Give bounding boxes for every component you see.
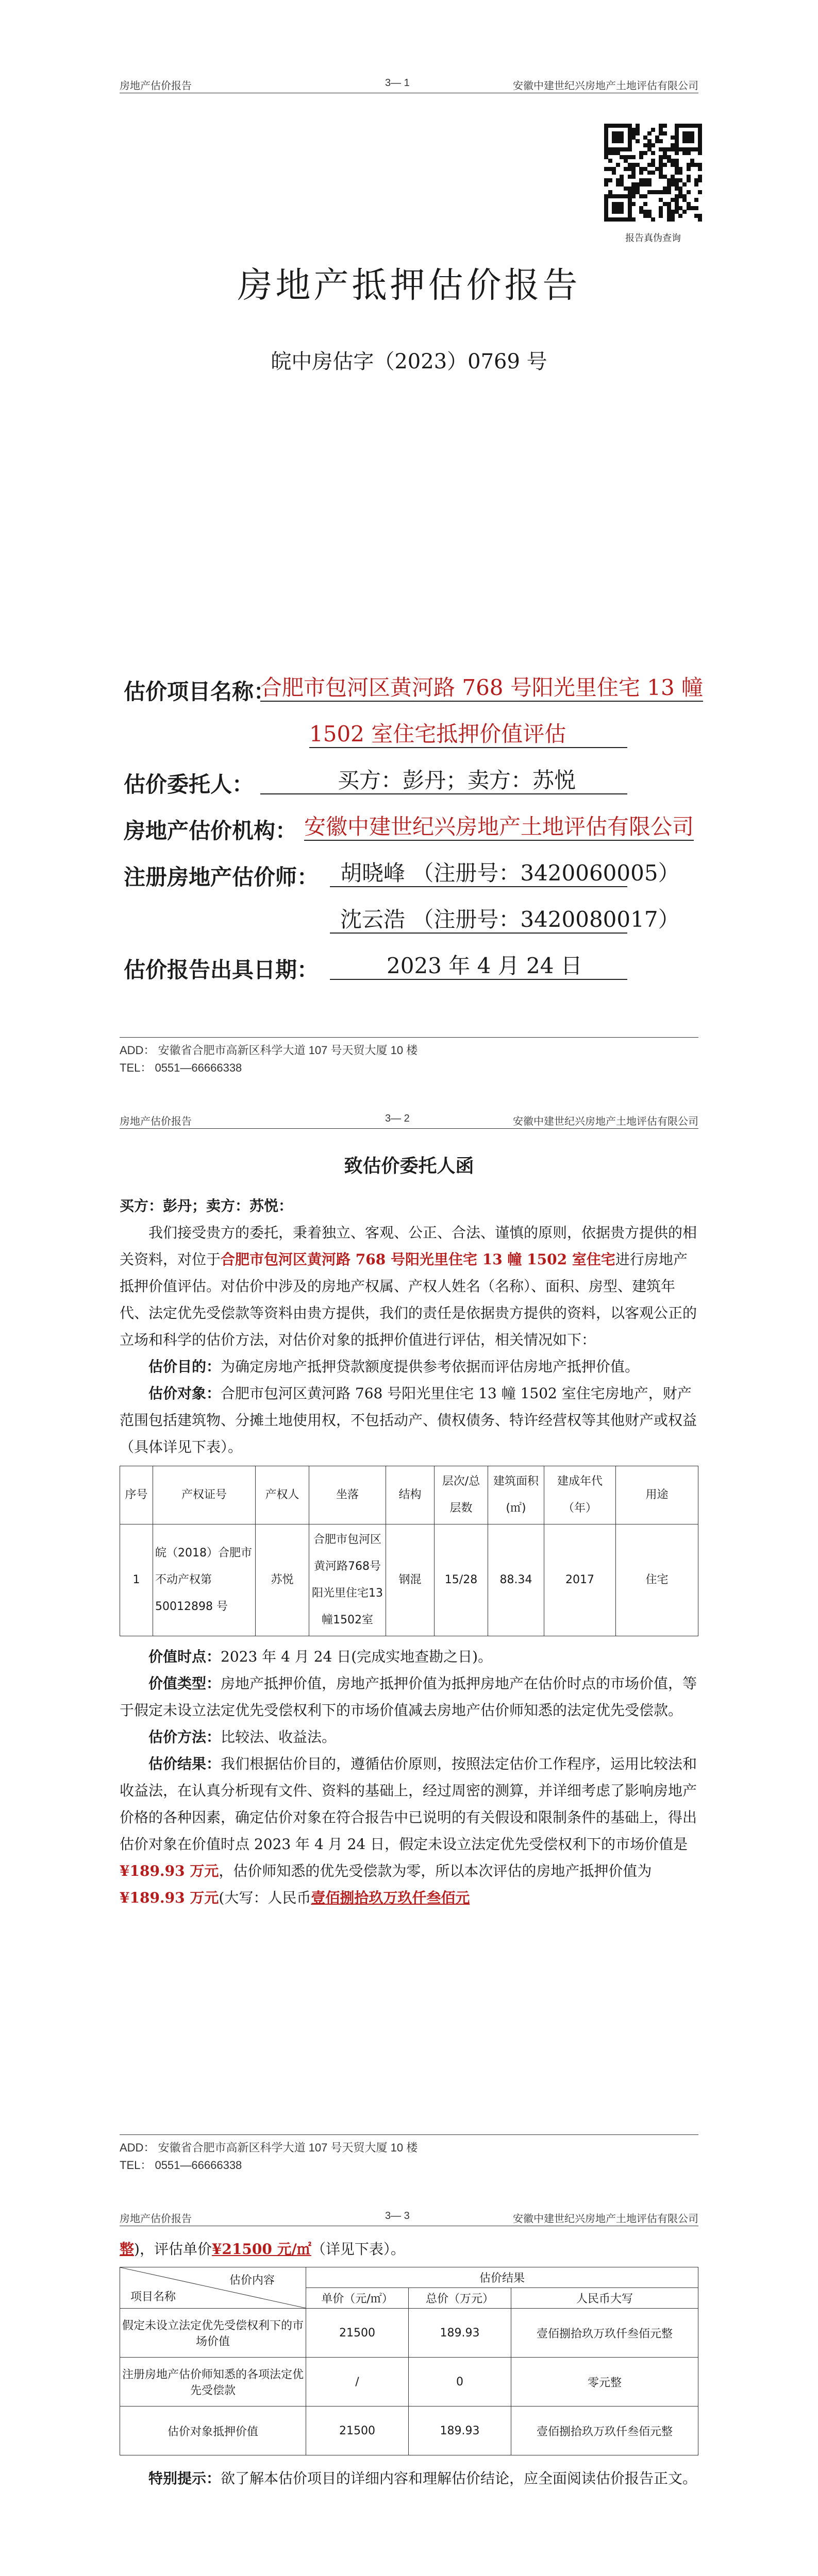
table-cell: 2017	[544, 1524, 616, 1636]
table-row	[120, 2309, 698, 2358]
table-row	[120, 2358, 698, 2406]
qr-module	[663, 124, 667, 128]
footer-tel: TEL： 0551—66666338	[120, 2159, 242, 2172]
corner-bottom-label: 项目名称	[130, 2291, 176, 2303]
project-value-line2: 1502 室住宅抵押价值评估	[309, 721, 627, 748]
purpose-para	[120, 1353, 698, 1380]
qr-module	[698, 190, 702, 194]
value-date-text: 2023 年 4 月 24 日(完成实地查勘之日)。	[221, 1648, 493, 1665]
table-cell: 189.93	[409, 2406, 511, 2455]
report-date: 2023 年 4 月 24 日	[330, 953, 627, 980]
result-text-c: (大写：人民币	[219, 1889, 311, 1906]
qr-module	[667, 190, 671, 194]
qr-module	[636, 131, 640, 135]
table-header-cell: 序号	[120, 1466, 153, 1524]
qr-module	[682, 182, 687, 187]
letter-intro	[120, 1219, 698, 1353]
letter-recipient: 买方：彭丹；卖方：苏悦：	[120, 1197, 293, 1214]
header-left: 房地产估价报告	[120, 1116, 192, 1127]
qr-module	[608, 159, 612, 163]
table-cell: 壹佰捌拾玖万玖仟叁佰元整	[511, 2309, 698, 2358]
method-label: 估价方法：	[148, 1728, 221, 1745]
report-cover-page	[0, 0, 818, 1092]
qr-module	[687, 151, 691, 155]
result-label: 估价结果：	[148, 1755, 221, 1772]
qr-module	[651, 143, 655, 147]
value-type-para	[120, 1670, 698, 1724]
qr-module	[643, 194, 647, 198]
table-cell: 苏悦	[256, 1524, 309, 1636]
qr-module	[636, 139, 640, 143]
table-row	[120, 1524, 698, 1636]
result-continuation	[120, 2236, 698, 2263]
table-header-cell: 产权证号	[153, 1466, 256, 1524]
appraiser-1: 胡晓峰 （注册号：3420060005）	[330, 860, 627, 887]
qr-module	[631, 175, 636, 179]
qr-module	[694, 206, 698, 210]
qr-module	[675, 151, 679, 155]
appraiser-2: 沈云浩 （注册号：3420080017）	[330, 907, 627, 934]
method-text: 比较法、收益法。	[221, 1728, 337, 1745]
object-text: 合肥市包河区黄河路 768 号阳光里住宅 13 幢 1502 室住宅房地产，财产范围包括建筑物、分摊土地使用权，不包括动产、债权债务、特许经营权等其他财产或权益（具体详见下表）。	[120, 1385, 697, 1455]
table-cell: 皖（2018）合肥市不动产权第50012898 号	[153, 1524, 256, 1636]
object-para	[120, 1380, 698, 1461]
qr-label: 报告真伪查询	[625, 233, 681, 243]
table-header-cell: 坐落	[309, 1466, 386, 1524]
table-header-cell: 结构	[386, 1466, 435, 1524]
table-header-cell: 总价（万元）	[409, 2288, 511, 2309]
result-text-b: ，估价师知悉的优先受偿款为零，所以本次评估的房地产抵押价值为	[219, 1862, 652, 1879]
qr-module	[616, 163, 620, 167]
intro-text-b: 进行房地产抵押价值评估。对估价中涉及的房地产权属、产权人姓名（名称）、面积、房型、建筑年代、法定优先受偿款等资料由贵方提供，我们的责任是依据贵方提供的资料，以客观公正的立场和科学的估价方法，对估价对象的抵押价值进行评估，相关情况如下：	[120, 1251, 697, 1348]
intro-text-a: 我们接受贵方的委托，秉着独立、客观、公正、合法、谨慎的原则，依据贵方提供的相关资料，对位于	[120, 1224, 697, 1268]
qr-module	[678, 171, 682, 175]
header-right: 安徽中建世纪兴房地产土地评估有限公司	[513, 80, 698, 92]
cover-info	[124, 675, 704, 999]
qr-module	[631, 194, 636, 198]
qr-module	[698, 178, 702, 182]
report-title: 房地产抵押估价报告	[237, 265, 581, 306]
table-header-cell: 建筑面积(㎡)	[488, 1466, 544, 1524]
table-header-cell: 用途	[616, 1466, 698, 1524]
value-type-label: 价值类型：	[148, 1675, 221, 1692]
result-text-a: 我们根据估价目的，遵循估价原则，按照法定估价工作程序，运用比较法和收益法，在认真分析现有文件、资料的基础上，经过周密的测算，并详细考虑了影响房地产价格的各种因素，确定估价对象在符合报告中已说明的有关假设和限制条件的基础上，得出估价对象在价值时点 2023 年 4 月 24 日，假定未设立法定优先受偿权利下的市场价值是	[120, 1755, 697, 1853]
table-cell: 壹佰捌拾玖万玖仟叁佰元整	[511, 2406, 698, 2455]
table-cell: 住宅	[616, 1524, 698, 1636]
table-cell: /	[306, 2358, 409, 2406]
result-page	[0, 2190, 818, 2576]
header-right: 安徽中建世纪兴房地产土地评估有限公司	[513, 1116, 698, 1127]
table-cell: 0	[409, 2358, 511, 2406]
header-right: 安徽中建世纪兴房地产土地评估有限公司	[513, 2213, 698, 2225]
table-header-cell: 层次/总层数	[435, 1466, 488, 1524]
qr-module	[639, 171, 643, 175]
table-header-cell: 人民币大写	[511, 2288, 698, 2309]
method-para	[120, 1724, 698, 1751]
result-para	[120, 1751, 698, 1911]
agency-label: 房地产估价机构：	[124, 818, 297, 843]
corner-top-label: 估价内容	[229, 2274, 275, 2287]
intro-address: 合肥市包河区黄河路 768 号阳光里住宅 13 幢 1502 室住宅	[221, 1251, 615, 1268]
qr-module	[628, 147, 632, 151]
header-page-number: 3— 1	[385, 77, 410, 89]
qr-module	[659, 214, 663, 218]
see-table-text: （详见下表）。	[311, 2241, 405, 2258]
qr-module	[663, 163, 667, 167]
header-page-number: 3— 2	[385, 1113, 410, 1124]
table-row	[120, 2406, 698, 2455]
page-header	[120, 1113, 698, 1129]
table-header-cell: 估价结果	[306, 2267, 698, 2288]
special-note	[120, 2465, 698, 2492]
unit-price-label: )，评估单价	[134, 2241, 212, 2258]
table-cell: 189.93	[409, 2309, 511, 2358]
qr-module	[647, 182, 652, 187]
qr-module	[698, 167, 702, 171]
qr-code[interactable]	[604, 124, 702, 222]
qr-module	[651, 217, 655, 222]
qr-module	[643, 202, 647, 206]
page-header	[120, 2210, 698, 2226]
qr-module	[651, 151, 655, 155]
page-footer	[120, 2134, 698, 2174]
qr-module	[698, 151, 702, 155]
value-in-words: 壹佰捌拾玖万玖仟叁佰元	[311, 1889, 470, 1906]
header-page-number: 3— 3	[385, 2210, 410, 2222]
project-label: 估价项目名称：	[124, 679, 276, 704]
qr-module	[687, 190, 691, 194]
table-header-cell: 建成年代（年）	[544, 1466, 616, 1524]
letter-title: 致估价委托人函	[344, 1156, 474, 1177]
value-date-label: 价值时点：	[148, 1648, 221, 1665]
page-header	[120, 77, 698, 93]
table-cell: 88.34	[488, 1524, 544, 1636]
qr-module	[651, 171, 655, 175]
qr-module	[694, 182, 698, 187]
result-continued	[120, 2236, 698, 2263]
qr-module	[631, 202, 636, 206]
table-cell: 假定未设立法定优先受偿权利下的市场价值	[120, 2309, 306, 2358]
footer-address: ADD： 安徽省合肥市高新区科学大道 107 号天贸大厦 10 楼	[120, 1044, 418, 1057]
qr-module	[612, 171, 616, 175]
appraiser-label: 注册房地产估价师：	[124, 865, 319, 890]
result-table	[120, 2267, 698, 2455]
mortgage-value: ¥189.93 万元	[120, 1889, 219, 1906]
letter-body	[120, 1193, 698, 1911]
qr-module	[687, 178, 691, 182]
qr-module	[682, 210, 687, 214]
qr-module	[608, 178, 612, 182]
qr-module	[643, 151, 647, 155]
letter-page	[0, 1092, 818, 2190]
qr-module	[631, 155, 636, 159]
qr-module	[690, 139, 694, 143]
agency-value: 安徽中建世纪兴房地产土地评估有限公司	[304, 814, 694, 841]
qr-module	[671, 217, 675, 222]
object-label: 估价对象：	[148, 1385, 221, 1402]
table-cell: 零元整	[511, 2358, 698, 2406]
qr-module	[698, 217, 702, 222]
footer-address: ADD： 安徽省合肥市高新区科学大道 107 号天贸大厦 10 楼	[120, 2141, 418, 2154]
value-date-para	[120, 1643, 698, 1670]
qr-module	[659, 139, 663, 143]
qr-module	[687, 167, 691, 171]
table-cell: 合肥市包河区黄河路768号阳光里住宅13幢1502室	[309, 1524, 386, 1636]
footer-tel: TEL： 0551—66666338	[120, 1061, 242, 1074]
purpose-label: 估价目的：	[148, 1358, 221, 1375]
header-left: 房地产估价报告	[120, 2213, 192, 2225]
date-label: 估价报告出具日期：	[124, 957, 319, 982]
table-cell: 15/28	[435, 1524, 488, 1636]
table-cell: 21500	[306, 2309, 409, 2358]
unit-price-value: ¥21500 元/㎡	[211, 2241, 311, 2258]
table-cell: 1	[120, 1524, 153, 1636]
property-table	[120, 1466, 698, 1636]
qr-module	[678, 214, 682, 218]
report-number: 皖中房估字（2023）0769 号	[271, 350, 547, 374]
qr-module	[651, 128, 655, 132]
qr-module	[620, 139, 624, 143]
special-label: 特别提示：	[148, 2470, 221, 2487]
qr-module	[639, 155, 643, 159]
qr-module	[663, 131, 667, 135]
table-cell: 估价对象抵押价值	[120, 2406, 306, 2455]
header-left: 房地产估价报告	[120, 80, 192, 92]
table-header-cell: 产权人	[256, 1466, 309, 1524]
page-footer	[120, 1037, 698, 1077]
qr-module	[631, 217, 636, 222]
client-label: 估价委托人：	[124, 772, 254, 797]
table-cell: 注册房地产估价师知悉的各项法定优先受偿款	[120, 2358, 306, 2406]
qr-module	[620, 210, 624, 214]
qr-module	[694, 198, 698, 202]
project-value-line1: 合肥市包河区黄河路 768 号阳光里住宅 13 幢	[260, 675, 703, 702]
client-value: 买方：彭丹；卖方：苏悦	[260, 768, 627, 794]
value-type-text: 房地产抵押价值，房地产抵押价值为抵押房地产在估价时点的市场价值，等于假定未设立法定优先受偿权利下的市场价值减去房地产估价师知悉的法定优先受偿款。	[120, 1675, 697, 1719]
value-in-words-end: 整	[120, 2241, 135, 2258]
qr-module	[604, 182, 608, 187]
table-header-cell: 单价（元/㎡）	[306, 2288, 409, 2309]
table-cell: 钢混	[386, 1524, 435, 1636]
qr-module	[647, 131, 652, 135]
market-value: ¥189.93 万元	[120, 1862, 219, 1879]
special-text: 欲了解本估价项目的详细内容和理解估价结论，应全面阅读估价报告正文。	[221, 2470, 697, 2487]
purpose-text: 为确定房地产抵押贷款额度提供参考依据而评估房地产抵押价值。	[221, 1358, 640, 1375]
table-corner-cell	[120, 2267, 306, 2309]
table-cell: 21500	[306, 2406, 409, 2455]
